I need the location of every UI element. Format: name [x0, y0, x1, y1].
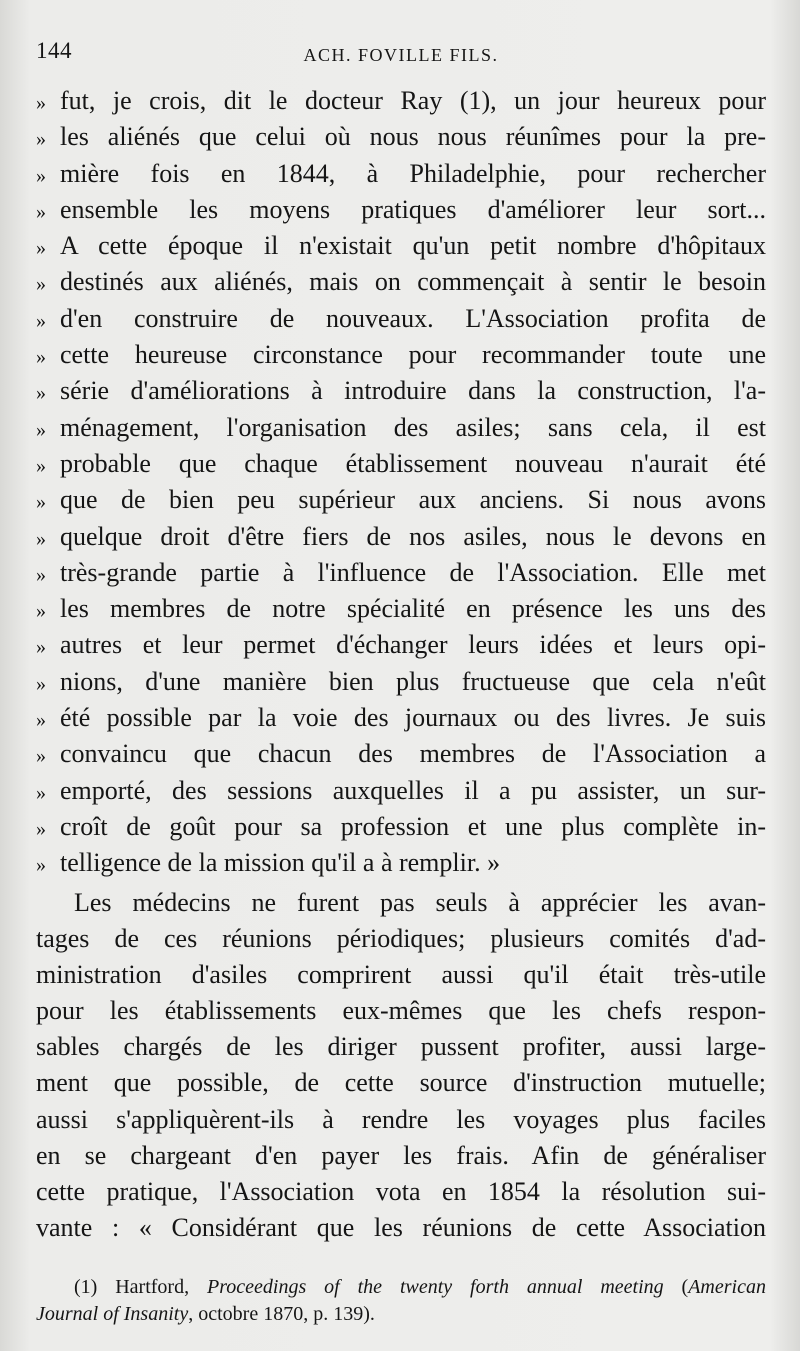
quote-line — [36, 301, 766, 337]
quote-line-text: nions, d'une manière bien plus fructueuse que cela n'eût — [60, 666, 766, 696]
quote-line-text: probable que chaque établissement nouveau n'aurait été — [60, 448, 766, 478]
footnote-line: (1) Hartford, Proceedings of the twenty forth annual meeting (American — [74, 1276, 766, 1299]
quote-line — [36, 410, 766, 446]
quote-mark: » — [36, 781, 46, 804]
quote-mark: » — [36, 817, 46, 840]
quote-mark: » — [36, 491, 46, 514]
quote-line — [36, 83, 766, 119]
paragraph-line: ment que possible, de cette source d'instruction mutuelle; — [36, 1068, 766, 1098]
quote-line — [36, 736, 766, 772]
quote-mark: » — [36, 128, 46, 151]
quote-line — [36, 627, 766, 663]
quote-line-text: quelque droit d'être fiers de nos asiles, nous le devons en — [60, 521, 766, 551]
quote-line — [36, 446, 766, 482]
body-paragraph — [36, 885, 766, 1247]
quote-line-text: mière fois en 1844, à Philadelphie, pour rechercher — [60, 158, 766, 188]
quote-mark: » — [36, 672, 46, 695]
quote-line-text: fut, je crois, dit le docteur Ray (1), un jour heureux pour — [60, 86, 766, 115]
quote-line-text: ensemble les moyens pratiques d'améliorer leur sort... — [60, 194, 766, 224]
quote-mark: » — [36, 382, 46, 405]
quote-line — [36, 519, 766, 555]
paragraph-line: en se chargeant d'en payer les frais. Afin de généraliser — [36, 1140, 766, 1170]
page-number: 144 — [36, 38, 72, 63]
quote-mark: » — [36, 854, 46, 877]
paragraph-line: vante : « Considérant que les réunions de cette Association — [36, 1213, 766, 1243]
quote-line — [36, 773, 766, 809]
quote-line-text: croît de goût pour sa profession et une plus complète in- — [60, 811, 766, 841]
quote-mark: » — [36, 273, 46, 296]
quote-mark: » — [36, 92, 46, 114]
quote-line-text: très-grande partie à l'influence de l'Association. Elle met — [60, 557, 766, 587]
quote-line — [36, 482, 766, 518]
quote-line — [36, 192, 766, 228]
quote-line — [36, 664, 766, 700]
quote-mark: » — [36, 563, 46, 586]
paragraph-line: Les médecins ne furent pas seuls à apprécier les avan- — [74, 887, 766, 917]
quote-line-text: A cette époque il n'existait qu'un petit nombre d'hôpitaux — [60, 231, 766, 261]
running-head: ACH. FOVILLE FILS. — [303, 45, 499, 65]
quote-line — [36, 156, 766, 192]
quote-line-text: convaincu que chacun des membres de l'Association a — [60, 739, 766, 769]
paragraph-line: tages de ces réunions périodiques; plusieurs comités d'ad- — [36, 923, 766, 953]
quote-line — [36, 119, 766, 155]
quote-line-text: d'en construire de nouveaux. L'Association profita de — [60, 303, 766, 333]
quote-mark: » — [36, 309, 46, 332]
quote-mark: » — [36, 418, 46, 441]
quote-line — [36, 373, 766, 409]
quote-line-text: emporté, des sessions auxquelles il a pu assister, un sur- — [60, 775, 766, 805]
footnote-line: Journal of Insanity, octobre 1870, p. 139). — [36, 1303, 375, 1326]
quote-mark: » — [36, 600, 46, 623]
paragraph-line: cette pratique, l'Association vota en 1854 la résolution sui- — [36, 1177, 766, 1207]
quote-mark: » — [36, 200, 46, 223]
quote-line-text: les membres de notre spécialité en présence les uns des — [60, 594, 766, 624]
quote-line — [36, 264, 766, 300]
quote-mark: » — [36, 636, 46, 659]
quote-line — [36, 228, 766, 264]
paragraph-line: aussi s'appliquèrent-ils à rendre les voyages plus faciles — [36, 1104, 766, 1134]
quote-line-text: autres et leur permet d'échanger leurs idées et leurs opi- — [60, 630, 766, 660]
quote-line-text: telligence de la mission qu'il a à remplir. » — [60, 848, 501, 878]
quote-mark: » — [36, 745, 46, 768]
quote-mark: » — [36, 164, 46, 187]
page-header — [36, 38, 766, 78]
quote-line — [36, 337, 766, 373]
quote-line — [36, 845, 766, 881]
quote-mark: » — [36, 346, 46, 369]
quote-line-text: série d'améliorations à introduire dans la construction, l'a- — [60, 376, 766, 406]
quote-line-text: ménagement, l'organisation des asiles; sans cela, il est — [60, 412, 766, 442]
quote-mark: » — [36, 709, 46, 732]
quote-line-text: que de bien peu supérieur aux anciens. Si nous avons — [60, 485, 766, 515]
quote-mark: » — [36, 527, 46, 550]
quote-line — [36, 809, 766, 845]
paragraph-line: ministration d'asiles comprirent aussi qu'il était très-utile — [36, 959, 766, 989]
footnote — [36, 1274, 766, 1328]
quote-line — [36, 555, 766, 591]
paragraph-line: sables chargés de les diriger pussent profiter, aussi large- — [36, 1032, 766, 1062]
quote-line-text: été possible par la voie des journaux ou des livres. Je suis — [60, 703, 766, 733]
quote-line-text: les aliénés que celui où nous nous réunîmes pour la pre- — [60, 122, 766, 152]
quote-line — [36, 700, 766, 736]
quotation-block — [36, 83, 766, 882]
quote-mark: » — [36, 237, 46, 260]
quote-mark: » — [36, 454, 46, 477]
quote-line-text: destinés aux aliénés, mais on commençait à sentir le besoin — [60, 267, 766, 297]
paragraph-line: pour les établissements eux-mêmes que les chefs respon- — [36, 996, 766, 1026]
quote-line-text: cette heureuse circonstance pour recommander toute une — [60, 340, 766, 370]
quote-line — [36, 591, 766, 627]
